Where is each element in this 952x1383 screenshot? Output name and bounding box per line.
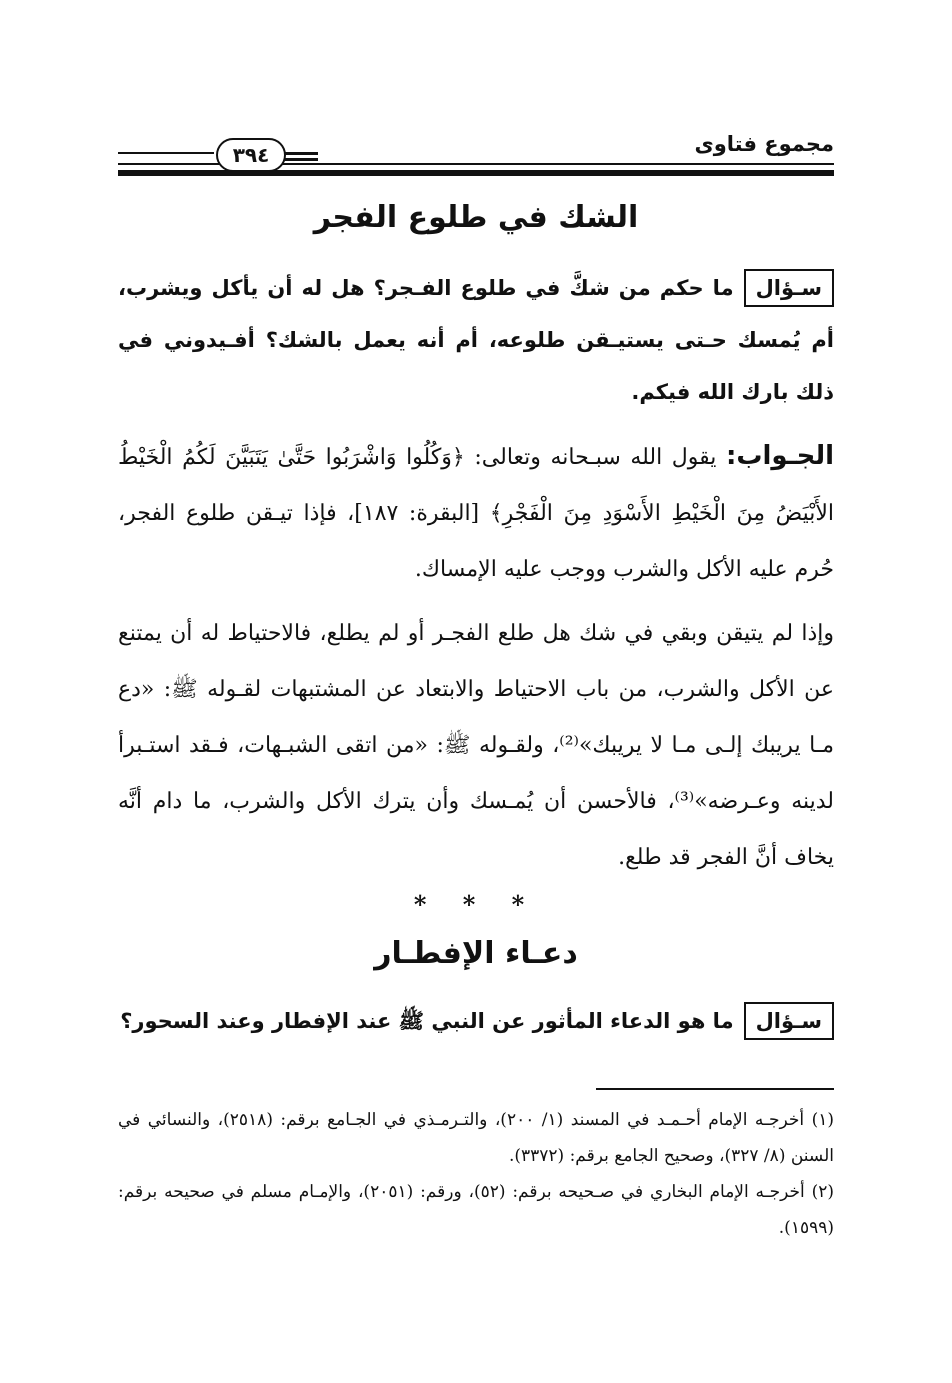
answer-text-1: يقول الله سبـحانه وتعالى: ﴿وَكُلُوا وَاشْرَبُوا حَتَّىٰ يَتَبَيَّنَ لَكُمُ الْخَيْطُ الأَبْيَضُ مِنَ الْخَيْطِ الأَسْوَدِ مِنَ الْفَجْرِ﴾ [البقرة: ١٨٧]، فإذا تيـقن طلوع الفجر، حُرم عليه الأكل والشرب ووجب عليه الإمساك.: [118, 445, 834, 582]
footnote-rule: [596, 1088, 834, 1090]
section-title-doubt-dawn: الشك في طلوع الفجر: [313, 200, 639, 235]
footnote-1: (١) أخرجـه الإمام أحـمـد في المسند (١/ ٢٠٠)، والتـرمـذي في الجـامع برقم: (٢٥١٨)، والنسائي في السنن (٨/ ٣٢٧)، وصحيح الجامع برقم: (٣٣٧٢).: [118, 1110, 834, 1166]
section-separator: * * *: [413, 890, 539, 919]
question-text-1: ما حكم من شكَّ في طلوع الفـجر؟ هل له أن يأكل ويشرب، أم يُمسك حـتى يستيـقن طلوعه، أم أنه يعمل بالشك؟ أفـيدوني في ذلك بارك الله فيكم.: [118, 276, 834, 404]
header-rule-double-top: [284, 152, 318, 155]
header-rule-double-bottom: [284, 158, 318, 161]
answer-label-1: الجـواب:: [725, 441, 834, 471]
page-number: ٣٩٤: [216, 138, 286, 172]
answer-paragraph-2: وإذا لم يتيقن وبقي في شك هل طلع الفجـر أو لم يطلع، فالاحتياط له أن يمتنع عن الأكل والشرب، من باب الاحتياط والابتعاد عن المشتبهات لقـوله ﷺ: «دع مـا يريبك إلـى مـا لا يريبك»⁽²⁾، ولقـوله ﷺ: «من اتقى الشبـهات، فـقد استـبرأ لدينه وعـرضه»⁽³⁾، فالأحسن أن يُمـسك وأن يترك الأكل والشرب، ما دام أنَّه يخاف أنَّ الفجر قد طلع.: [118, 621, 834, 870]
page-header: [118, 130, 834, 178]
header-rule-short: [118, 152, 214, 154]
section-title-iftar-dua: دعـاء الإفطـار: [374, 936, 578, 971]
question-label-2: سـؤال: [744, 1002, 834, 1040]
footnote-2: (٢) أخرجـه الإمام البخاري في صـحيحه برقم: (٥٢)، ورقم: (٢٠٥١)، والإمـام مسلم في صحيحه برقم: (١٥٩٩).: [118, 1182, 834, 1238]
question-text-2: ما هو الدعاء المأثور عن النبي ﷺ عند الإفطار وعند السحور؟: [120, 1009, 734, 1033]
book-title: مجموع فتاوى: [694, 132, 834, 156]
answer-1: [118, 428, 834, 598]
question-1: [118, 262, 834, 418]
question-label-1: سـؤال: [744, 269, 834, 307]
footnotes: [118, 1102, 834, 1246]
header-rule-thick: [118, 170, 834, 176]
question-2: [118, 996, 834, 1046]
